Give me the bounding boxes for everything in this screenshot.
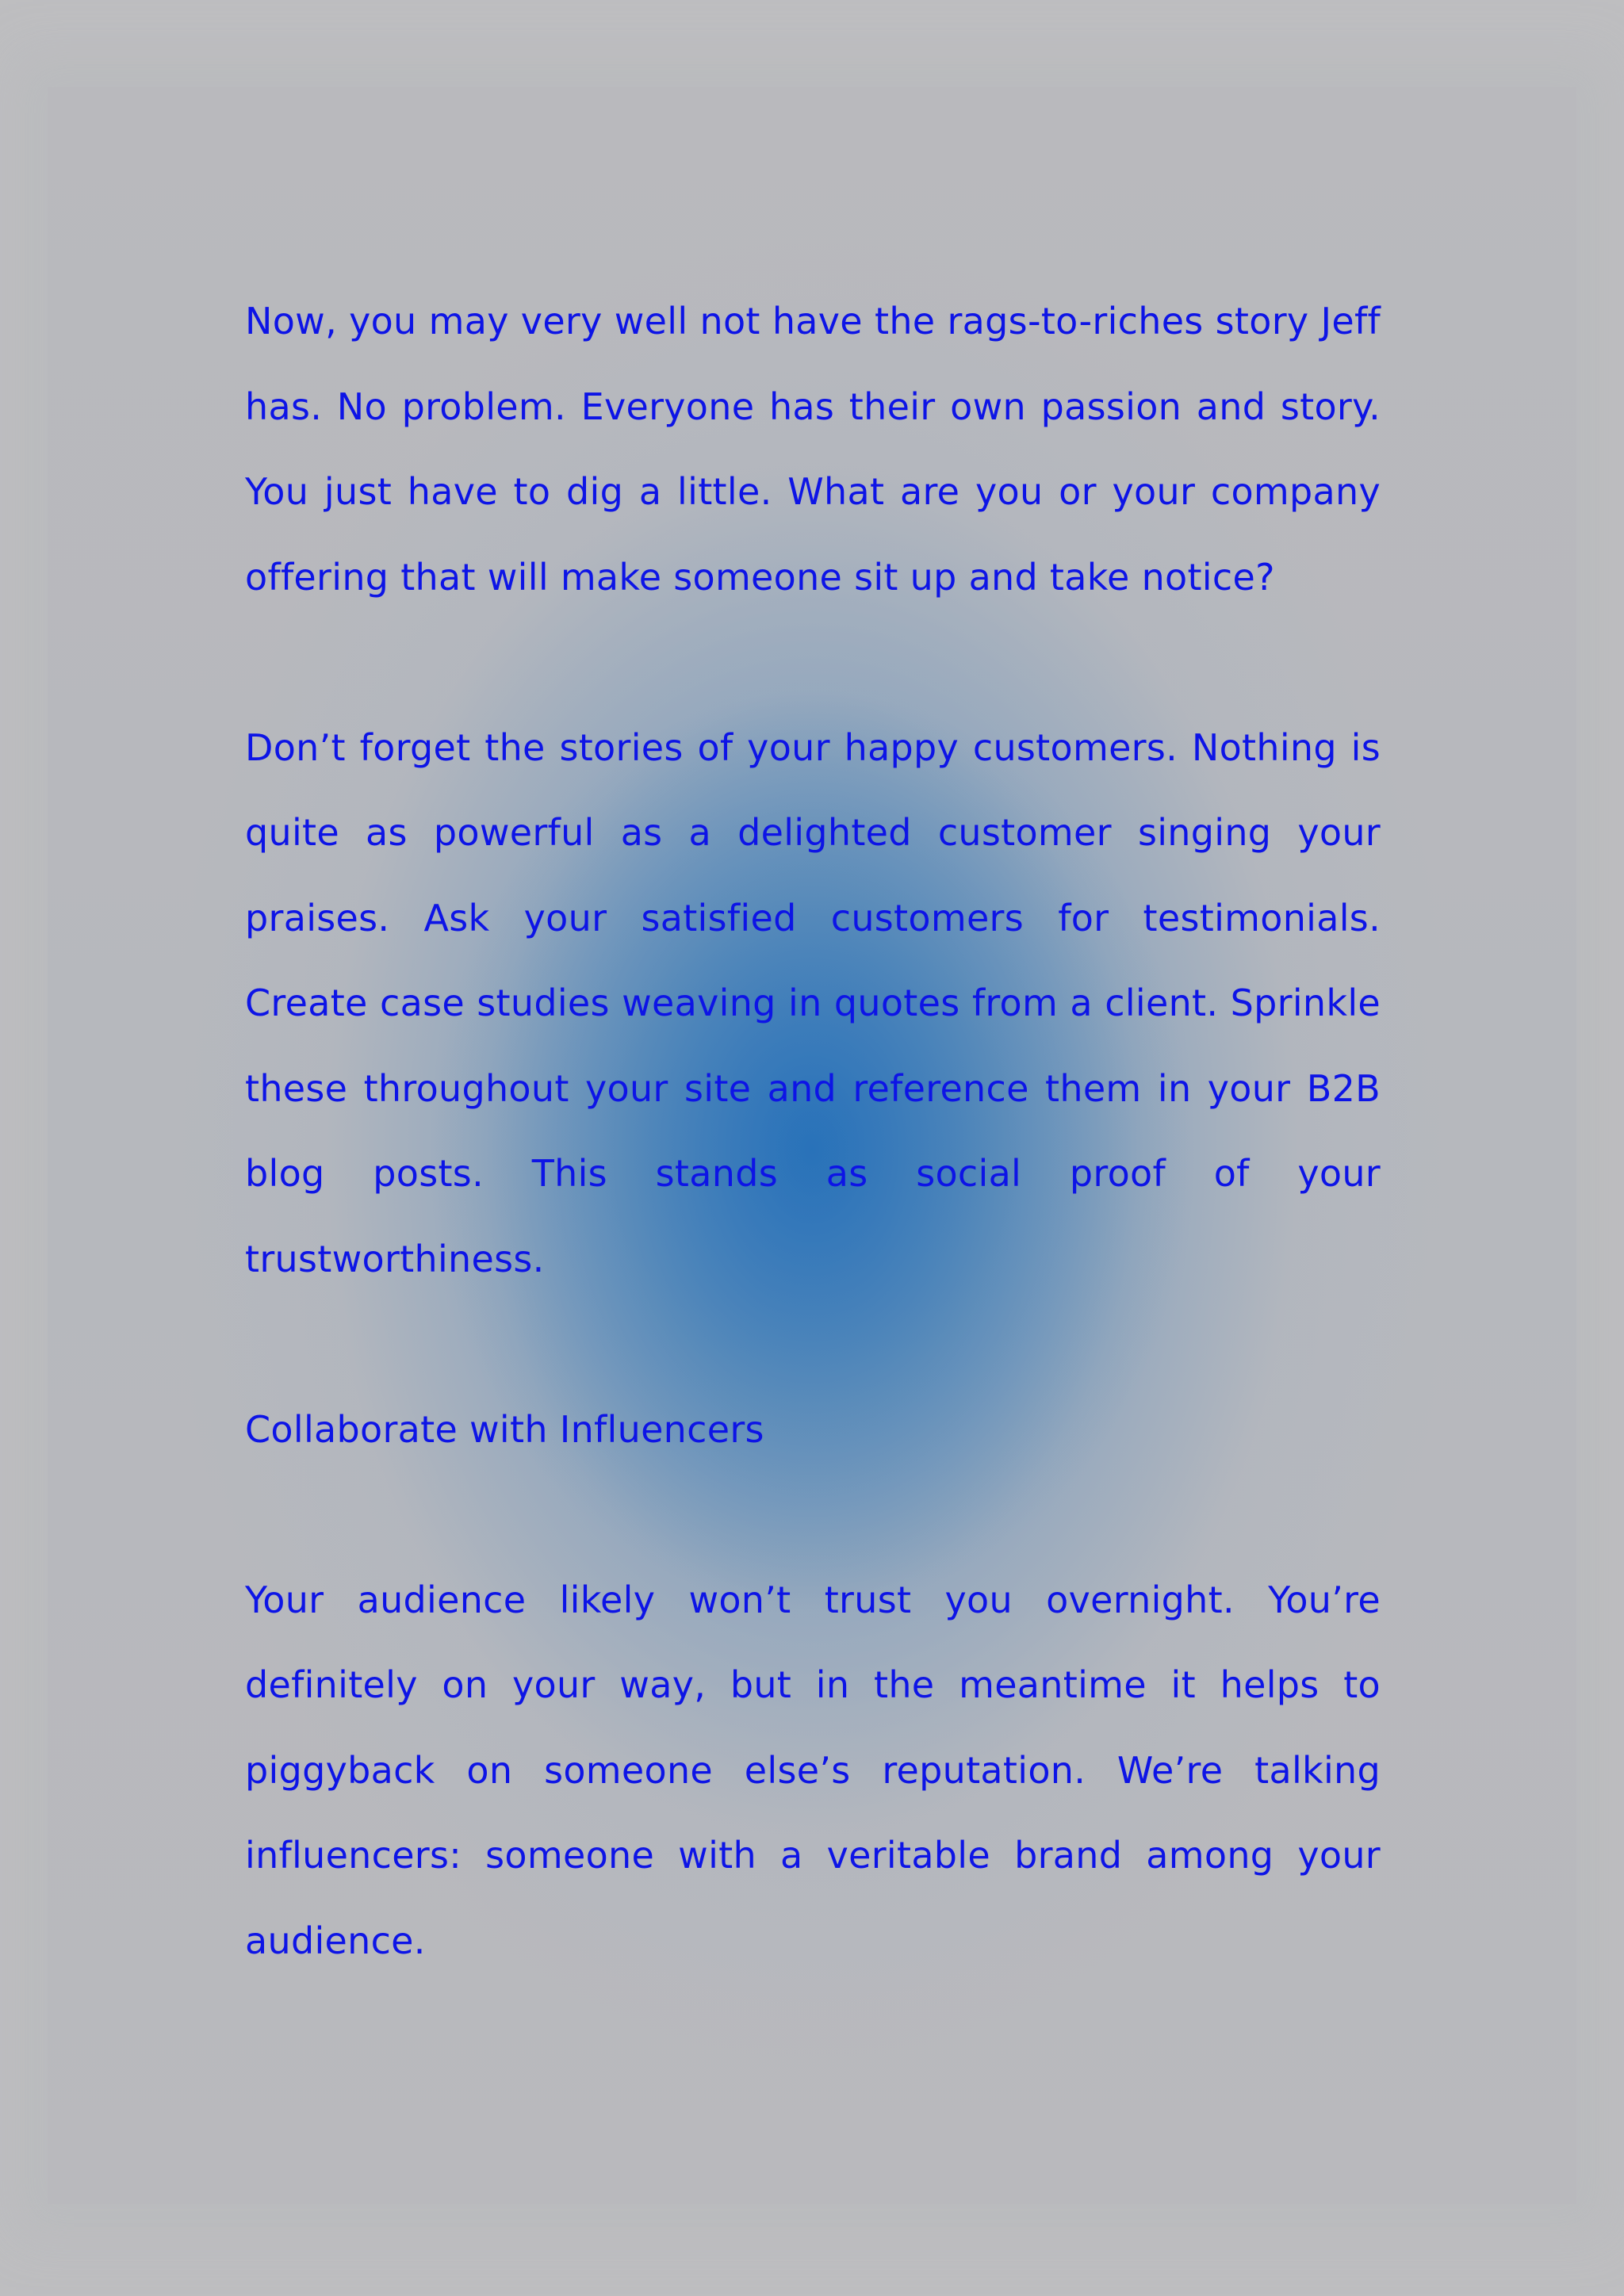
paragraph-story: Now, you may very well not have the rags-to-riches story Jeff has. No problem. Everyone has their own passion and story. You just have to dig a little. What are you or your company offering that will make someone sit up and take notice? [245, 300, 1381, 599]
section-heading: Collaborate with Influencers [245, 1407, 764, 1451]
paragraph-customers: Don’t forget the stories of your happy customers. Nothing is quite as powerful as a delighted customer singing your praises. Ask your satisfied customers for testimonials. Create case studies weaving in quotes from a client. Sprinkle these throughout your site and reference them in your B2B blog posts. This stands as social proof of your trustworthiness. [245, 725, 1381, 1280]
document-body [245, 279, 1381, 2069]
paragraph-influencers: Your audience likely won’t trust you overnight. You’re definitely on your way, but in the meantime it helps to piggyback on someone else’s reputation. We’re talking influencers: someone with a veritable brand among your audience. [245, 1578, 1381, 1962]
